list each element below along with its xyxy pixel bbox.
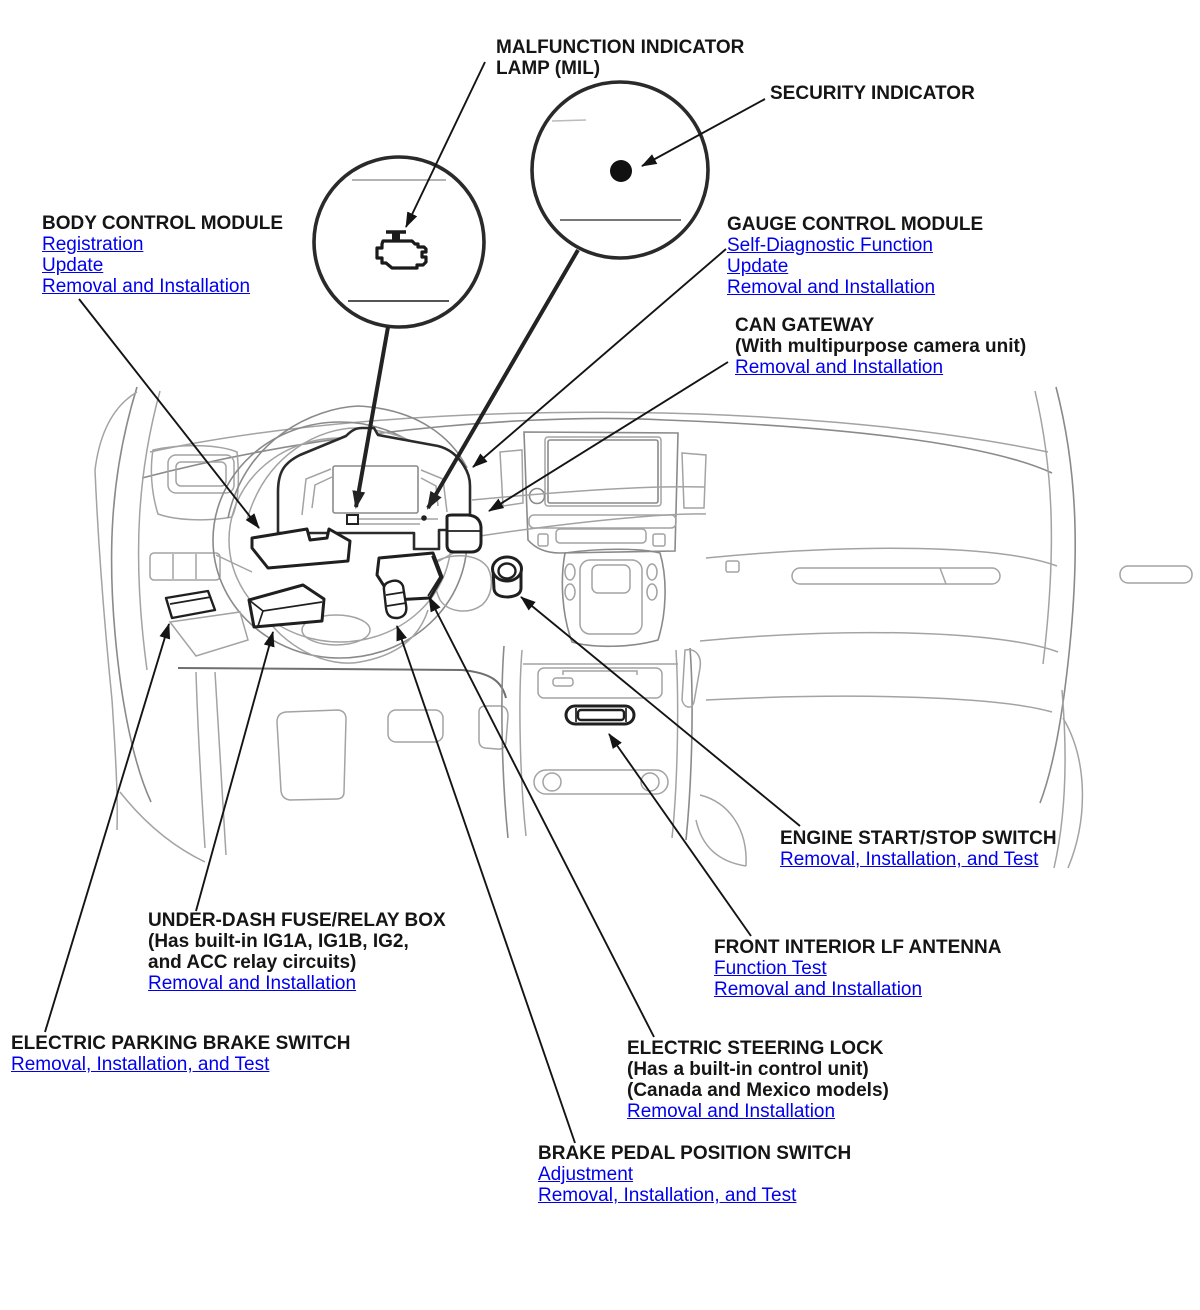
label-electric-steering-lock: ELECTRIC STEERING LOCK (Has a built-in control unit) (Canada and Mexico models) Removal and Installation — [627, 1038, 889, 1122]
link-steering-lock-removal-installation[interactable]: Removal and Installation — [627, 1101, 836, 1122]
shifter-console — [562, 549, 665, 646]
security-indicator-location-dot — [421, 515, 427, 521]
under-dash-fuse-relay-box-shape — [249, 585, 324, 627]
label-body-control-module: BODY CONTROL MODULE Registration Update Removal and Installation — [42, 213, 284, 297]
link-brake-pedal-adjustment[interactable]: Adjustment — [538, 1164, 634, 1185]
center-stack — [500, 432, 706, 553]
link-bcm-removal-installation[interactable]: Removal and Installation — [42, 276, 251, 297]
security-magnifier-circle — [532, 82, 708, 258]
label-brake-pedal-position-switch: BRAKE PEDAL POSITION SWITCH Adjustment Removal, Installation, and Test — [538, 1143, 852, 1206]
label-gauge-control-module: GAUGE CONTROL MODULE Self-Diagnostic Function Update Removal and Installation — [727, 214, 984, 298]
link-parking-brake-removal-installation-test[interactable]: Removal, Installation, and Test — [11, 1054, 270, 1075]
link-gauge-removal-installation[interactable]: Removal and Installation — [727, 277, 936, 298]
front-interior-lf-antenna-shape — [566, 706, 634, 724]
brake-pedal-position-switch-shape — [384, 581, 406, 618]
electric-parking-brake-switch-shape — [166, 591, 215, 618]
leader-gauge — [473, 249, 726, 467]
label-malfunction-indicator-lamp: MALFUNCTION INDICATOR LAMP (MIL) — [496, 37, 745, 79]
link-engine-switch-removal-installation-test[interactable]: Removal, Installation, and Test — [780, 849, 1039, 870]
leader-antenna — [609, 734, 751, 936]
link-antenna-removal-installation[interactable]: Removal and Installation — [714, 979, 923, 1000]
label-under-dash-fuse-relay-box: UNDER-DASH FUSE/RELAY BOX (Has built-in IG1A, IG1B, IG2, and ACC relay circuits) Removal and Installation — [148, 910, 446, 994]
link-fuse-box-removal-installation[interactable]: Removal and Installation — [148, 973, 357, 994]
link-gauge-update[interactable]: Update — [727, 256, 789, 277]
mil-magnifier-circle — [314, 157, 484, 327]
label-security-indicator: SECURITY INDICATOR — [770, 83, 975, 104]
under-dash-and-floor — [120, 612, 508, 862]
link-bcm-registration[interactable]: Registration — [42, 234, 144, 255]
link-brake-pedal-removal-installation-test[interactable]: Removal, Installation, and Test — [538, 1185, 797, 1206]
link-antenna-function-test[interactable]: Function Test — [714, 958, 827, 979]
label-electric-parking-brake-switch: ELECTRIC PARKING BRAKE SWITCH Removal, Installation, and Test — [11, 1033, 351, 1075]
label-engine-start-stop-switch: ENGINE START/STOP SWITCH Removal, Installation, and Test — [780, 828, 1057, 870]
mil-location-marker — [347, 515, 358, 524]
can-gateway-shape — [447, 515, 481, 552]
label-can-gateway: CAN GATEWAY (With multipurpose camera unit) Removal and Installation — [735, 315, 1027, 378]
link-can-removal-installation[interactable]: Removal and Installation — [735, 357, 944, 378]
security-indicator-dot — [610, 160, 632, 182]
leader-bcm — [79, 299, 259, 528]
link-bcm-update[interactable]: Update — [42, 255, 104, 276]
body-control-module-shape — [252, 529, 350, 568]
label-front-interior-lf-antenna: FRONT INTERIOR LF ANTENNA Function Test Removal and Installation — [714, 937, 1002, 1000]
link-gauge-self-diagnostic[interactable]: Self-Diagnostic Function — [727, 235, 933, 256]
leader-brake-pedal — [397, 626, 575, 1143]
engine-start-stop-switch-shape — [493, 557, 522, 597]
windshield-and-dash — [95, 387, 1082, 868]
leader-fuse-box — [196, 632, 273, 911]
